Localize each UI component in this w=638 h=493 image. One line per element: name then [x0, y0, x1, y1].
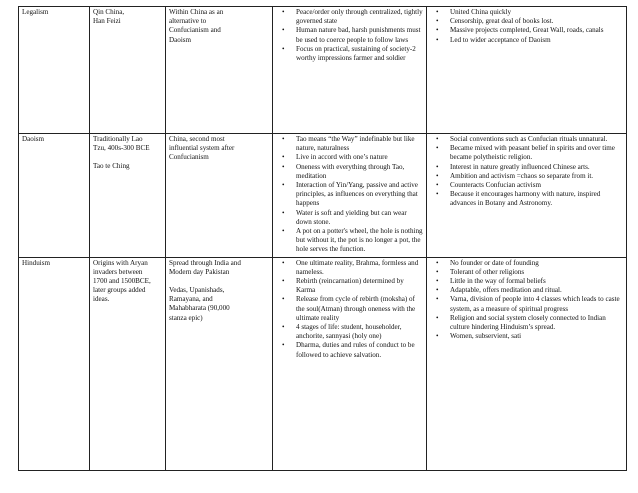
list-item: • Interest in nature greatly influenced Chinese arts.	[450, 163, 623, 172]
list-item: • Rebirth (reincarnation) determined by Karma	[296, 277, 423, 295]
list-item: • Dharma, duties and rules of conduct to be followed to achieve salvation.	[296, 341, 423, 359]
list-item: • Ambition and activism =chaos so separate from it.	[450, 172, 623, 181]
cell-line: Confucianism	[169, 153, 209, 162]
list-item: • Tao means “the Way” indefinable but like nature, naturalness	[296, 135, 423, 153]
list-item: • Counteracts Confucian activism	[450, 181, 623, 190]
philosophy-name: Legalism	[22, 8, 49, 16]
impact-cell	[427, 134, 627, 258]
beliefs-list	[276, 8, 423, 63]
list-item: • Because it encourages harmony with nature, inspired advances in Botany and Astronomy.	[450, 190, 623, 208]
cell-line: invaders between	[93, 267, 143, 276]
cell-line: Confucianism and	[169, 26, 221, 35]
cell-line: Origins with Aryan	[93, 258, 148, 267]
philosophy-cell	[19, 134, 90, 258]
cell-line: Qin China,	[93, 8, 125, 16]
list-item: • Varna, division of people into 4 classes which leads to caste system, as a measure of spiritual progress	[450, 295, 623, 313]
philosophies-table	[18, 6, 627, 471]
list-item: • Massive projects completed, Great Wall, roads, canals	[450, 26, 623, 35]
philosophy-name: Daoism	[22, 135, 45, 143]
philosophy-name: Hinduism	[22, 258, 50, 267]
cell-line: Mahabharata (90,000	[169, 304, 230, 313]
list-item: • Interaction of Yin/Yang, passive and active principles, as influences on everything that happens	[296, 181, 423, 209]
cell-line: Spread through India and	[169, 258, 241, 267]
beliefs-cell	[273, 7, 427, 134]
table-row	[19, 257, 627, 470]
cell-line: Vedas, Upanishads,	[169, 286, 225, 295]
list-item: • Peace/order only through centralized, tightly governed state	[296, 8, 423, 26]
list-item: • Human nature bad, harsh punishments must be used to coerce people to follow laws	[296, 26, 423, 44]
origin-cell	[90, 257, 166, 470]
cell-line: later groups added	[93, 286, 146, 295]
philosophy-cell	[19, 257, 90, 470]
beliefs-cell	[273, 257, 427, 470]
impact-list	[430, 135, 623, 209]
cell-line: influential system after	[169, 144, 235, 153]
cell-line: Tzu, 400s-300 BCE	[93, 144, 150, 153]
list-item: • No founder or date of founding	[450, 259, 623, 268]
cell-line: alternative to	[169, 17, 207, 26]
cell-line: stanza epic)	[169, 313, 203, 322]
list-item: • Oneness with everything through Tao, meditation	[296, 163, 423, 181]
list-item: • Became mixed with peasant belief in spirits and over time became polytheistic religion.	[450, 144, 623, 162]
table-row	[19, 134, 627, 258]
spread-cell	[166, 134, 273, 258]
table-row	[19, 7, 627, 134]
list-item: • Focus on practical, sustaining of society-2 worthy impressions farmer and soldier	[296, 45, 423, 63]
list-item: • Release from cycle of rebirth (moksha) of the soul(Atman) through oneness with the ultimate reality	[296, 295, 423, 323]
list-item: • One ultimate reality, Brahma, formless and nameless.	[296, 259, 423, 277]
list-item: • Live in accord with one’s nature	[296, 153, 423, 162]
list-item: • Little in the way of formal beliefs	[450, 277, 623, 286]
impact-list	[430, 259, 623, 342]
cell-line: Han Feizi	[93, 17, 121, 26]
impact-cell	[427, 257, 627, 470]
origin-cell	[90, 134, 166, 258]
cell-line: Daoism	[169, 35, 192, 44]
cell-line: Modern day Pakistan	[169, 267, 230, 276]
list-item: • Water is soft and yielding but can wear down stone.	[296, 209, 423, 227]
impact-cell	[427, 7, 627, 134]
beliefs-cell	[273, 134, 427, 258]
cell-line: Within China as an	[169, 8, 224, 16]
impact-list	[430, 8, 623, 45]
list-item: • United China quickly	[450, 8, 623, 17]
list-item: • Religion and social system closely connected to Indian culture hindering Hinduism’s spread.	[450, 314, 623, 332]
list-item: • Led to wider acceptance of Daoism	[450, 36, 623, 45]
beliefs-list	[276, 135, 423, 255]
spread-cell	[166, 7, 273, 134]
cell-line: China, second most	[169, 135, 225, 143]
cell-line: ideas.	[93, 295, 110, 304]
spread-cell	[166, 257, 273, 470]
philosophy-cell	[19, 7, 90, 134]
list-item: • A pot on a potter's wheel, the hole is nothing but without it, the pot is no longer a pot, the hole serves the function.	[296, 227, 423, 255]
cell-line: Ramayana, and	[169, 295, 213, 304]
cell-line: Tao te Ching	[93, 162, 130, 171]
cell-line: 1700 and 1500BCE,	[93, 277, 151, 286]
origin-cell	[90, 7, 166, 134]
cell-line: Traditionally Lao	[93, 135, 143, 143]
list-item: • Adaptable, offers meditation and ritual.	[450, 286, 623, 295]
list-item: • Social conventions such as Confucian rituals unnatural.	[450, 135, 623, 144]
list-item: • Censorship, great deal of books lost.	[450, 17, 623, 26]
list-item: • Women, subservient, sati	[450, 332, 623, 341]
beliefs-list	[276, 259, 423, 360]
list-item: • Tolerant of other religions	[450, 268, 623, 277]
list-item: • 4 stages of life: student, householder, anchorite, sannyasi (holy one)	[296, 323, 423, 341]
